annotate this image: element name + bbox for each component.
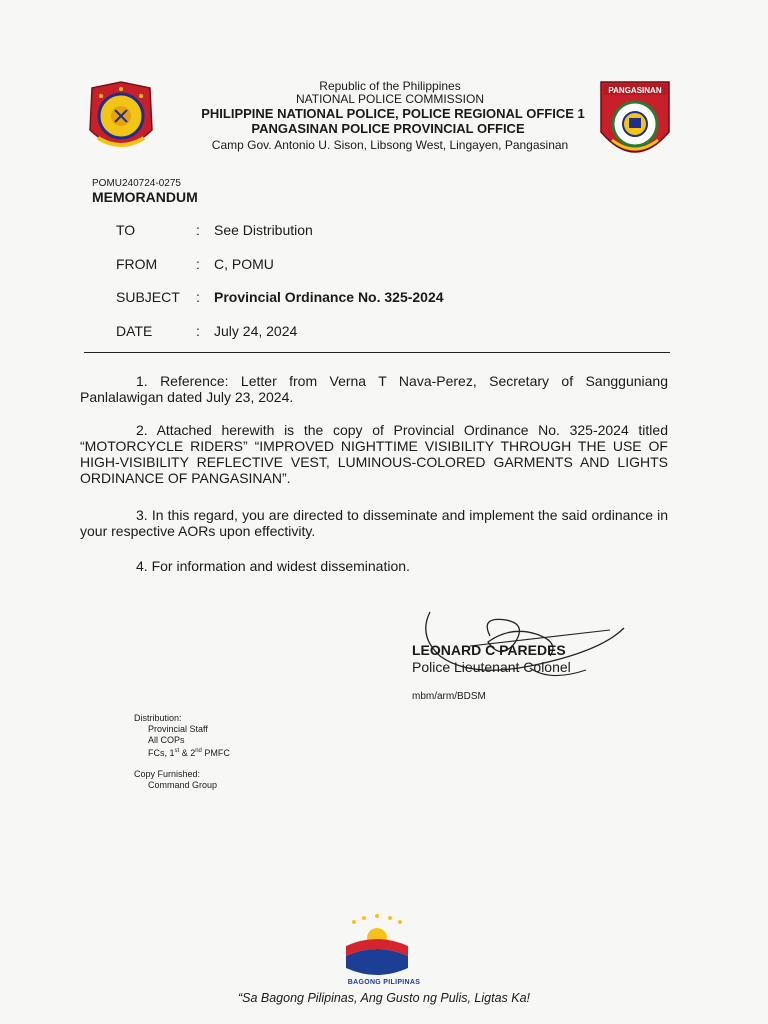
reference-initials: mbm/arm/BDSM [412, 691, 486, 702]
memo-title: MEMORANDUM [92, 189, 198, 205]
field-from-label: FROM [116, 256, 158, 272]
paragraph-3-first: 3. In this regard, you are directed to disseminate and implement the said [136, 507, 588, 523]
paragraph-1 [80, 373, 668, 405]
header-pnp-pro1: PHILIPPINE NATIONAL POLICE, POLICE REGIONAL OFFICE 1 [201, 106, 585, 121]
bagong-pilipinas-label: BAGONG PILIPINAS [347, 979, 421, 986]
copy-furnished-title: Copy Furnished: [134, 769, 201, 779]
header-divider [84, 352, 670, 353]
field-to-colon: : [196, 222, 200, 238]
field-subject-label: SUBJECT [116, 289, 180, 305]
signatory-name: LEONARD C PAREDES [412, 642, 566, 658]
header-address: Camp Gov. Antonio U. Sison, Libsong West, Lingayen, Pangasinan [211, 138, 569, 152]
bagong-pilipinas-logo [340, 912, 414, 978]
distribution-item-cops: All COPs [148, 735, 185, 745]
field-subject-colon: : [196, 289, 200, 305]
paragraph-4-text: 4. For information and widest dissemination. [136, 558, 410, 574]
field-to-label: TO [116, 222, 136, 238]
field-subject-value: Provincial Ordinance No. 325-2024 [214, 289, 444, 305]
paragraph-1-rest: Panlalawigan dated July 23, 2024. [80, 389, 294, 405]
paragraph-2 [80, 422, 668, 486]
header-republic: Republic of the Philippines [319, 79, 461, 93]
signatory-rank: Police Lieutenant Colonel [412, 659, 571, 675]
field-from-value: C, POMU [214, 256, 274, 272]
field-from-colon: : [196, 256, 200, 272]
field-to-value: See Distribution [214, 222, 313, 238]
paragraph-4 [80, 558, 668, 574]
header-napolcom: NATIONAL POLICE COMMISSION [295, 92, 485, 106]
field-date-label: DATE [116, 323, 153, 339]
paragraph-1-first: 1. Reference: Letter from Verna T Nava-Perez, Secretary of Sangguniang [136, 373, 668, 389]
copy-furnished-item: Command Group [148, 780, 218, 790]
paragraph-3 [80, 507, 668, 539]
paragraph-2-first: 2. Attached herewith is the copy of Provincial Ordinance No. 325-2024 titled [136, 422, 668, 438]
distribution-title: Distribution: [134, 713, 182, 723]
memo-reference-number: POMU240724-0275 [92, 178, 181, 189]
header-ppo: PANGASINAN POLICE PROVINCIAL OFFICE [251, 121, 525, 136]
field-date-colon: : [196, 323, 200, 339]
paragraph-2-rest: “MOTORCYCLE RIDERS” “IMPROVED NIGHTTIME VISIBILITY THROUGH THE USE OF HIGH-VISIBILITY REFLECTIVE VEST, LUMINOUS-COLORED GARMENTS AND LIGHTS ORDINANCE OF PANGASINAN”. [80, 438, 668, 486]
paragraph-3-rest: ordinance in your respective AORs upon effectivity. [80, 507, 669, 539]
distribution-item-pmfc: FCs, 1st & 2nd PMFC [148, 748, 230, 758]
footer-slogan: “Sa Bagong Pilipinas, Ang Gusto ng Pulis, Ligtas Ka! [237, 991, 531, 1005]
right-seal-text: PANGASINAN [608, 86, 662, 95]
field-date-value: July 24, 2024 [214, 323, 298, 339]
distribution-item-provincial-staff: Provincial Staff [148, 724, 208, 734]
